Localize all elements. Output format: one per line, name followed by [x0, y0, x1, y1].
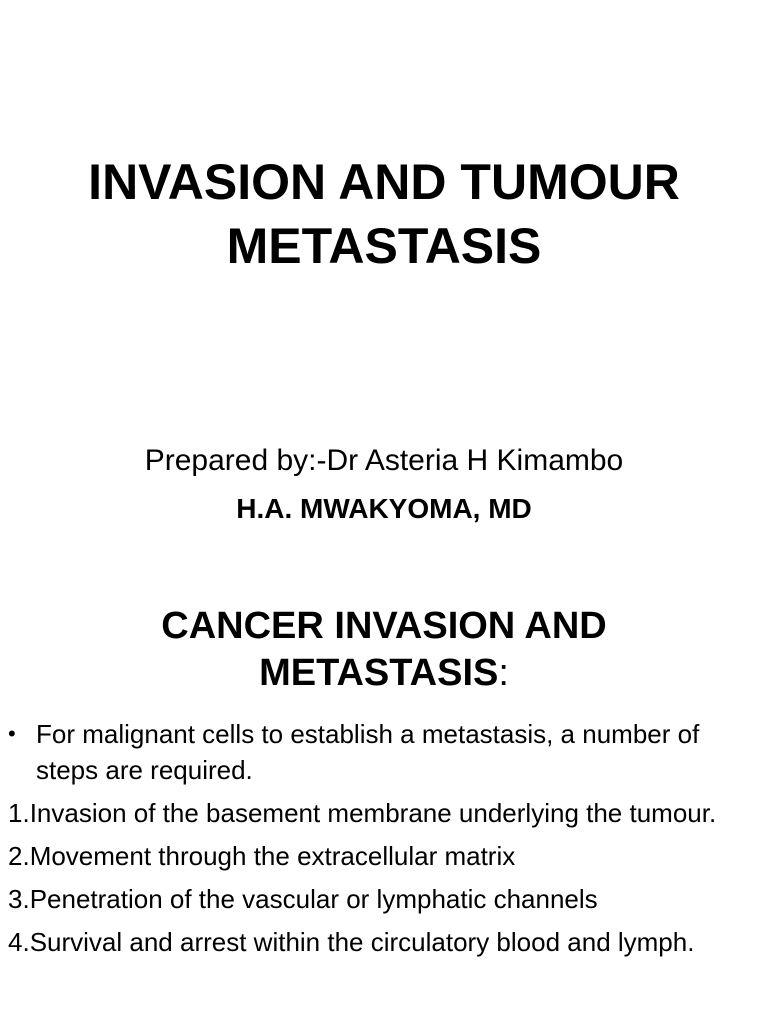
list-item-text: For malignant cells to establish a metastasis, a number of steps are required.: [36, 719, 700, 785]
author-name: H.A. MWAKYOMA, MD: [236, 493, 532, 524]
list-item-content: Penetration of the vascular or lymphatic channels: [29, 884, 598, 914]
list-item-text: [8, 795, 760, 831]
list-item-number: 4.: [8, 927, 30, 957]
slide-title: [0, 150, 768, 278]
list-item: [8, 716, 760, 788]
list-item-number: 2.: [8, 841, 30, 871]
section-heading-colon: :: [498, 652, 509, 694]
list-item-text: [8, 881, 760, 917]
section-heading-line-2: [0, 650, 768, 697]
list-item-content: Movement through the extracellular matrix: [29, 841, 516, 871]
list-item: [8, 795, 760, 831]
list-item-text: [8, 924, 760, 960]
section-heading-line-1: CANCER INVASION AND: [161, 605, 607, 647]
list-item-content: Invasion of the basement membrane underlying the tumour.: [29, 798, 717, 828]
title-line-2: METASTASIS: [226, 218, 542, 274]
list-item-content: Survival and arrest within the circulatory blood and lymph.: [29, 927, 695, 957]
list-item: [8, 881, 760, 917]
list-item: [8, 924, 760, 960]
title-line-1: INVASION AND TUMOUR: [88, 154, 680, 210]
list-item-number: 3.: [8, 884, 30, 914]
content-list: [8, 716, 760, 967]
prepared-by-line: Prepared by:-Dr Asteria H Kimambo: [144, 444, 624, 477]
list-item-number: 1.: [8, 798, 30, 828]
section-heading-line-2-text: METASTASIS: [259, 652, 499, 694]
bullet-marker: •: [8, 721, 16, 746]
list-item-text: [8, 838, 760, 874]
section-heading: [0, 603, 768, 697]
list-item: [8, 838, 760, 874]
